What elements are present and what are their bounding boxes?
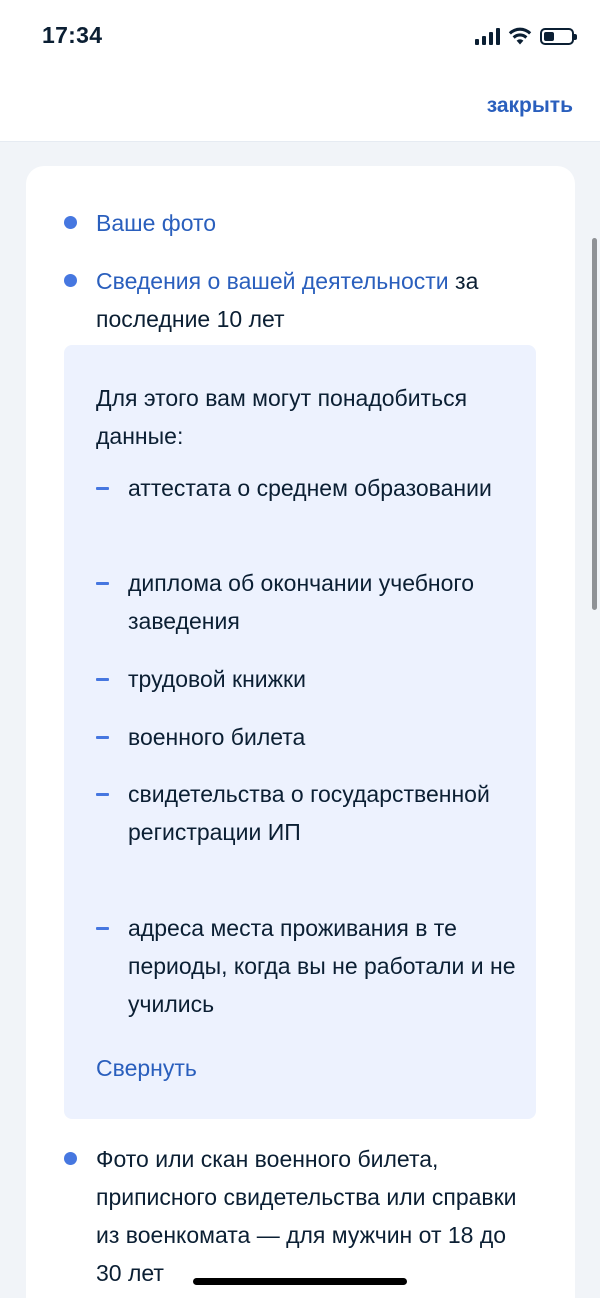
- info-intro: Для этого вам могут понадобиться данные:: [96, 385, 468, 449]
- dash-icon: [96, 487, 109, 490]
- list-item-text: адреса места проживания в те периоды, когда вы не работали и не учились: [128, 915, 516, 1017]
- list-item: [128, 909, 518, 1023]
- photo-link[interactable]: Ваше фото: [96, 210, 217, 236]
- list-item: [128, 718, 518, 756]
- battery-icon: [540, 28, 574, 45]
- dash-icon: [96, 678, 109, 681]
- status-icons: [475, 26, 574, 46]
- list-item-text: военного билета: [128, 724, 306, 750]
- requirement-item-photo: [96, 204, 535, 242]
- list-item: [128, 775, 518, 851]
- list-item-text: диплома об окончании учебного заведения: [128, 570, 475, 634]
- list-item: [128, 660, 518, 698]
- collapse-button[interactable]: Свернуть: [96, 1055, 197, 1081]
- header: [0, 72, 600, 142]
- military-text: Фото или скан военного билета, приписного свидетельства или справки из военкомата — для мужчин от 18 до 30 лет: [96, 1146, 517, 1286]
- list-item: [128, 564, 518, 640]
- scrollbar[interactable]: [592, 238, 597, 610]
- status-time: 17:34: [42, 22, 103, 48]
- status-bar: [0, 0, 600, 72]
- signal-icon: [475, 27, 500, 45]
- dash-icon: [96, 736, 109, 739]
- requirement-item-military: [96, 1140, 535, 1292]
- dash-icon: [96, 927, 109, 930]
- wifi-icon: [508, 27, 532, 45]
- requirements-card: [26, 166, 575, 1298]
- dash-icon: [96, 582, 109, 585]
- bullet-icon: [64, 216, 77, 229]
- list-item-text: аттестата о среднем образовании: [128, 475, 492, 501]
- list-item: [128, 469, 518, 507]
- bullet-icon: [64, 274, 77, 287]
- dash-icon: [96, 793, 109, 796]
- activity-text: за последние 10 лет: [96, 268, 479, 332]
- list-item-text: трудовой книжки: [128, 666, 306, 692]
- home-indicator[interactable]: [193, 1278, 407, 1285]
- list-item-text: свидетельства о государственной регистрации ИП: [128, 781, 490, 845]
- close-button[interactable]: закрыть: [486, 94, 573, 117]
- bullet-icon: [64, 1152, 77, 1165]
- info-box: [64, 345, 536, 1119]
- requirement-item-activity: [96, 262, 535, 338]
- activity-link[interactable]: Сведения о вашей деятельности: [96, 268, 449, 294]
